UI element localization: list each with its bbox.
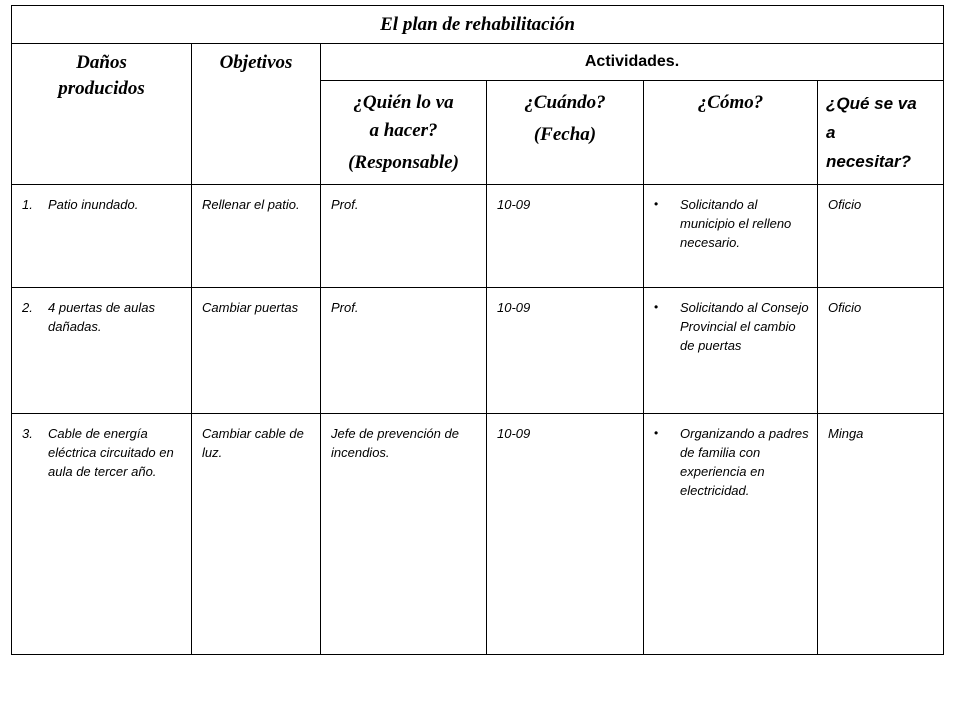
header-que-line1: ¿Qué se va (826, 94, 917, 113)
table-title: El plan de rehabilitación (12, 6, 944, 44)
header-danos-line1: Daños (76, 52, 127, 73)
header-que-line2: a (826, 123, 836, 142)
cell-que: Minga (818, 414, 944, 655)
header-cuando-line2: (Fecha) (533, 124, 597, 145)
header-quien-line2: a hacer? (369, 120, 438, 141)
header-quien-line1: ¿Quién lo va (353, 92, 454, 113)
cell-quien: Prof. (321, 288, 487, 414)
header-quien-line3: (Responsable) (348, 152, 459, 173)
header-como: ¿Cómo? (644, 81, 818, 185)
header-que (818, 81, 944, 185)
dano-text: 4 puertas de aulas dañadas. (48, 300, 155, 334)
como-text: Solicitando al Consejo Provincial el cambio de puertas (680, 300, 809, 353)
cell-que: Oficio (818, 185, 944, 288)
cell-objetivo: Rellenar el patio. (192, 185, 321, 288)
como-text: Organizando a padres de familia con experiencia en electricidad. (680, 426, 809, 498)
row-number: 3. (22, 426, 33, 441)
cell-quien: Jefe de prevención de incendios. (321, 414, 487, 655)
row-number: 2. (22, 300, 33, 315)
header-que-line3: necesitar? (826, 152, 912, 171)
cell-dano (12, 185, 192, 288)
cell-cuando: 10-09 (487, 414, 644, 655)
header-actividades: Actividades. (321, 44, 944, 81)
como-text: Solicitando al municipio el relleno necesario. (680, 197, 792, 250)
header-danos (12, 44, 192, 185)
bullet-icon: • (654, 426, 659, 440)
table-row (12, 185, 944, 288)
header-quien (321, 81, 487, 185)
cell-dano (12, 414, 192, 655)
header-objetivos: Objetivos (192, 44, 321, 185)
cell-objetivo: Cambiar cable de luz. (192, 414, 321, 655)
table-row (12, 288, 944, 414)
cell-cuando: 10-09 (487, 288, 644, 414)
cell-como (644, 414, 818, 655)
cell-como (644, 185, 818, 288)
header-cuando (487, 81, 644, 185)
bullet-icon: • (654, 300, 659, 314)
cell-que: Oficio (818, 288, 944, 414)
row-number: 1. (22, 197, 33, 212)
rehabilitation-plan-table (11, 5, 944, 655)
dano-text: Patio inundado. (48, 197, 139, 212)
cell-como (644, 288, 818, 414)
cell-quien: Prof. (321, 185, 487, 288)
dano-text: Cable de energía eléctrica circuitado en aula de tercer año. (48, 426, 174, 479)
header-danos-line2: producidos (58, 78, 145, 99)
table-row (12, 414, 944, 655)
header-cuando-line1: ¿Cuándo? (524, 92, 606, 113)
cell-objetivo: Cambiar puertas (192, 288, 321, 414)
bullet-icon: • (654, 197, 659, 211)
cell-dano (12, 288, 192, 414)
cell-cuando: 10-09 (487, 185, 644, 288)
